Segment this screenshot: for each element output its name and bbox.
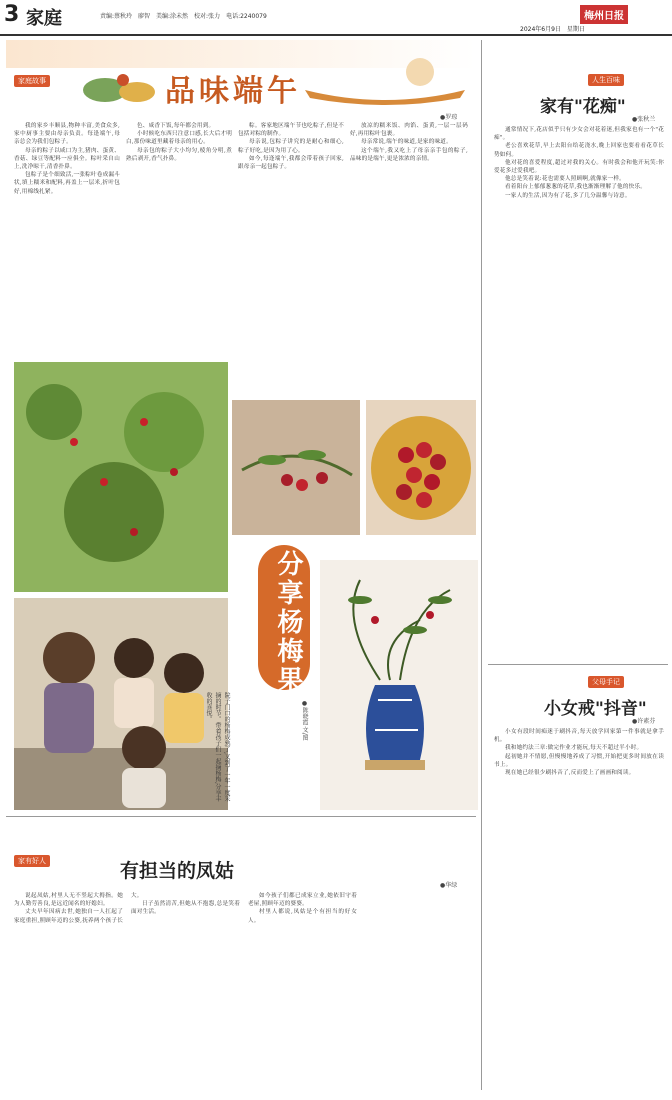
photos-credit: ●陈晓霞 文/图 (301, 700, 308, 741)
right-author: ●张秋兰 (632, 116, 656, 123)
section-tag-good-people: 家有好人 (14, 855, 50, 867)
photo-bayberry-branch (232, 400, 360, 535)
newspaper-logo: 梅州日报 (580, 5, 628, 24)
article-title-top: 品味端午 (165, 74, 301, 109)
photo-children-picking (14, 598, 228, 810)
editor-credits: 责编:蔡秋玲 廖智 美编:涂未然 校对:张力 电话:2240079 (100, 13, 267, 20)
top-article-col1: 我的家乡丰顺县,物种丰富,美食众多,家中厨事主要由母亲负责。每逢端午,母亲总会为我们包粽子。 母亲的粽子以咸口为主,猪肉、蛋黄、香菇、绿豆等配料一应俱全。粽叶采自山上,洗净晾干,清香扑鼻。 包粽子是个细致活,一张粽叶卷成漏斗状,填上糯米和配料,再盖上一层米,折叶包好,用棉线扎紧。 (14, 123, 120, 195)
photos-title: 分享杨梅果 (273, 550, 303, 695)
column-divider (481, 40, 482, 1090)
right2-author: ●许素芬 (632, 718, 656, 725)
right-divider (488, 664, 668, 665)
page-section-name: 家庭 (26, 8, 62, 29)
article-title-right2: 小女戒"抖音" (544, 699, 647, 719)
page-number: 3 (4, 2, 20, 27)
photo-bayberry-tree (14, 362, 228, 592)
right-article-body: 通常情况下,花店似乎只有少女会对花着迷,但我家也有一个"花痴"。 老公喜欢花草,早上去阳台给花浇水,晚上回家也要看看花草长势如何。 他对花的喜爱程度,超过对我的关心。有时我会和他开玩笑:你爱花多过爱我吧。 他总是笑着说:花也需要人照顾啊,就像家一样。 看着阳台上郁郁葱葱的花草,我也渐渐理解了他的快乐。 一家人的生活,因为有了花,多了几分温馨与诗意。 (494, 127, 664, 199)
section-tag-family-story: 家庭故事 (14, 75, 50, 87)
top-article-col4: 放凉的糯米饭、肉馅、蛋黄,一层一层码好,再用粽叶包裹。 母亲常说,端午的味道,是家的味道。 这个端午,我又吃上了母亲亲手包的粽子,品味的是端午,更是浓浓的亲情。 (350, 123, 468, 162)
right2-article-body: 小女有段时间痴迷于刷抖音,每天放学回家第一件事就是拿手机。 我和她约法三章:做完作业才能玩,每天不超过半小时。 起初她并不情愿,但慢慢地养成了习惯,开始把更多时间放在读书上。 现在她已经很少刷抖音了,反而爱上了画画和阅读。 (494, 729, 664, 777)
bottom-author: ●华绿 (440, 882, 458, 889)
photo-caption: 院子门口的杨梅成熟了,又到了一年一度采摘的时节。带着孩子们一起摘杨梅,分享丰收的喜悦。 (205, 692, 230, 802)
top-article-col2: 色、咸香下饭,每年都会用到。 小时候吃东西只注意口感,长大后才明白,那份味道里藏着母亲的用心。 母亲包的粽子大小均匀,棱角分明,煮熟后剥开,香气扑鼻。 (126, 123, 232, 162)
top-author: ●罗琼 (440, 114, 458, 121)
bottom-divider (6, 816, 476, 817)
article-title-bottom: 有担当的凤姑 (120, 860, 235, 882)
photo-bayberry-vase (320, 560, 478, 810)
section-tag-parenting: 父母手记 (588, 676, 624, 688)
article-title-right: 家有"花痴" (540, 97, 626, 117)
top-article-col3: 粽。客家地区端午节也吃粽子,但是不包括对粽的制作。 母亲说,包粽子讲究的是耐心和细心,粽子好吃,是因为用了心。 如今,每逢端午,我都会带着孩子回家,跟母亲一起包粽子。 (238, 123, 344, 171)
zongzi-illustration (75, 62, 165, 106)
issue-date: 2024年6月9日 星期日 (520, 26, 585, 33)
dragon-boat-illustration (300, 50, 470, 106)
section-tag-life: 人生百味 (588, 74, 624, 86)
photo-bayberry-plate (366, 400, 476, 535)
bottom-article-body: 说起凤姑,村里人无不竖起大拇指。她为人勤劳善良,是远近闻名的好媳妇。 丈夫早年因病去世,她独自一人扛起了家庭重担,照顾年迈的公婆,抚养两个孩子长大。 日子虽然清苦,但她从不抱怨,总是笑着面对生活。 如今孩子们都已成家立业,她依旧守着老屋,照顾年迈的婆婆。 村里人都说,凤姑是个有担当的好女人。 (14, 893, 357, 924)
